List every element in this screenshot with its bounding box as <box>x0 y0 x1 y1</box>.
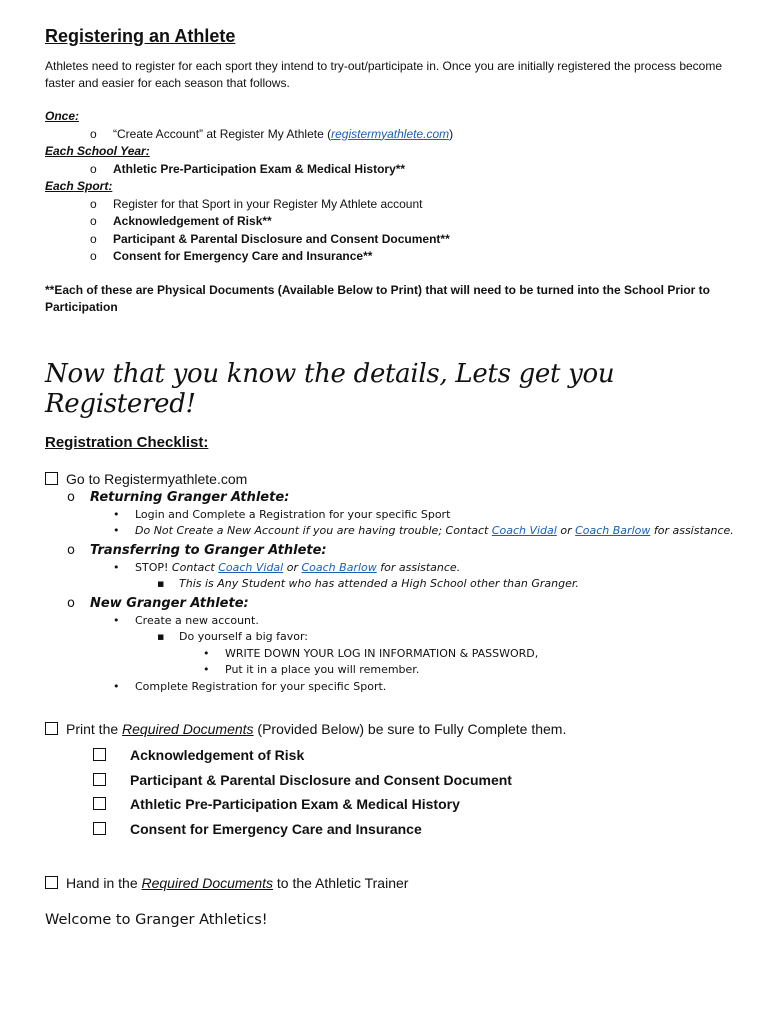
list-bullet: o <box>67 489 75 505</box>
coach-barlow-link[interactable]: Coach Barlow <box>575 524 651 537</box>
headline: Now that you know the details, Lets get you Registered! <box>45 358 615 419</box>
returning-athlete-heading: o Returning Granger Athlete: <box>67 489 290 505</box>
required-doc-item: Acknowledgement of Risk <box>45 743 735 768</box>
checkbox[interactable] <box>93 748 106 761</box>
list-bullet: o <box>90 231 97 246</box>
list-item: • Put it in a place you will remember. <box>45 662 735 679</box>
list-bullet: • <box>113 507 120 521</box>
welcome-text: Welcome to Granger Athletics! <box>45 912 268 928</box>
once-heading: Once: <box>45 109 80 123</box>
list-item: • Do Not Create a New Account if you are having trouble; Contact Coach Vidal or Coach Barlow for assistance. <box>45 523 735 540</box>
checklist-heading: Registration Checklist: <box>45 433 209 451</box>
required-doc-item: Athletic Pre-Participation Exam & Medical History <box>45 792 735 817</box>
page-title: Registering an Athlete <box>45 26 236 46</box>
step-go-to-site: Go to Registermyathlete.com <box>45 469 735 489</box>
coach-vidal-link[interactable]: Coach Vidal <box>218 560 284 574</box>
list-bullet: • <box>113 560 120 574</box>
checkbox[interactable] <box>45 876 58 889</box>
each-school-year-heading: Each School Year: <box>45 144 150 158</box>
required-doc-item: Participant & Parental Disclosure and Consent Document <box>45 768 735 793</box>
document-page <box>45 24 735 930</box>
coach-barlow-link[interactable]: Coach Barlow <box>301 560 377 574</box>
once-item: o “Create Account” at Register My Athlete (registermyathlete.com) <box>45 126 735 144</box>
school-year-item: o Athletic Pre-Participation Exam & Medical History** <box>45 161 735 179</box>
list-bullet: o <box>67 542 75 558</box>
list-bullet: o <box>67 595 75 611</box>
coach-vidal-link[interactable]: Coach Vidal <box>491 524 557 537</box>
list-item: • Login and Complete a Registration for your specific Sport <box>45 507 735 524</box>
intro-paragraph: Athletes need to register for each sport they intend to try-out/participate in. Once you are initially registered the process become faster and easier for each season that follows. <box>45 59 723 90</box>
list-bullet: o <box>90 126 97 141</box>
list-bullet: • <box>113 679 120 693</box>
sport-item: o Register for that Sport in your Register My Athlete account <box>45 196 735 214</box>
step-print-documents: Print the Required Documents (Provided Below) be sure to Fully Complete them. <box>45 719 735 739</box>
sport-item: o Participant & Parental Disclosure and Consent Document** <box>45 231 735 249</box>
list-bullet: ▪ <box>157 577 165 590</box>
new-athlete-heading: o New Granger Athlete: <box>67 595 249 611</box>
checkbox[interactable] <box>45 722 58 735</box>
physical-documents-note: **Each of these are Physical Documents (Available Below to Print) that will need to be turned into the School Prior to Participation <box>45 282 710 314</box>
list-bullet: o <box>90 161 97 176</box>
list-bullet: • <box>203 663 210 676</box>
list-bullet: • <box>113 524 120 537</box>
list-item: • STOP! Contact Coach Vidal or Coach Barlow for assistance. <box>45 560 735 577</box>
list-item: • WRITE DOWN YOUR LOG IN INFORMATION & PASSWORD, <box>45 646 735 663</box>
list-bullet: o <box>90 214 97 228</box>
checkbox[interactable] <box>93 773 106 786</box>
list-item: • Create a new account. <box>45 613 735 630</box>
sport-item: o Acknowledgement of Risk** <box>45 213 735 231</box>
transferring-athlete-heading: o Transferring to Granger Athlete: <box>67 542 327 558</box>
step-hand-in-documents: Hand in the Required Documents to the Athletic Trainer <box>45 873 735 893</box>
each-sport-heading: Each Sport: <box>45 179 113 193</box>
list-bullet: ▪ <box>157 630 165 643</box>
list-bullet: • <box>113 613 120 627</box>
list-item: • Complete Registration for your specific Sport. <box>45 679 735 696</box>
registermyathlete-link[interactable]: registermyathlete.com <box>331 126 450 141</box>
list-item: ▪ Do yourself a big favor: <box>45 629 735 646</box>
list-bullet: • <box>203 646 210 660</box>
checkbox[interactable] <box>93 822 106 835</box>
list-bullet: o <box>90 196 97 211</box>
checkbox[interactable] <box>93 797 106 810</box>
checkbox[interactable] <box>45 472 58 485</box>
required-doc-item: Consent for Emergency Care and Insurance <box>45 817 735 842</box>
list-bullet: o <box>90 249 97 263</box>
sport-item: o Consent for Emergency Care and Insurance** <box>45 248 735 266</box>
list-item: ▪ This is Any Student who has attended a High School other than Granger. <box>45 576 735 593</box>
